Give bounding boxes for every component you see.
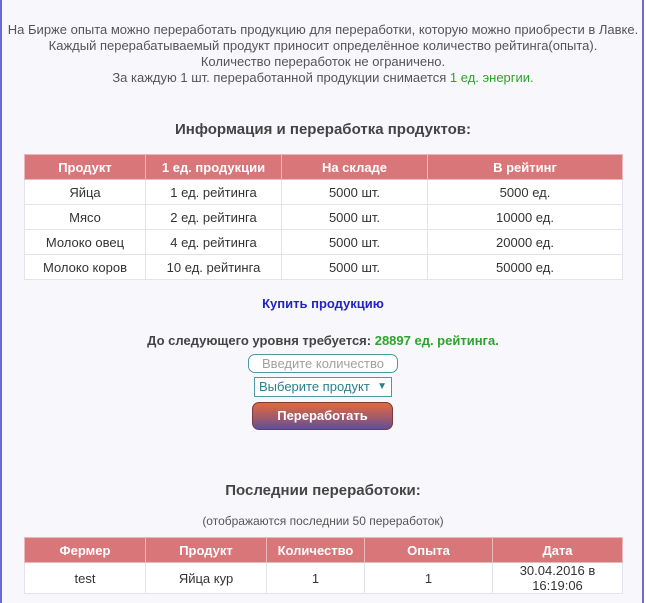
intro-line-1: На Бирже опыта можно переработать продукцию для переработки, которую можно приобрести в Лавке.: [7, 22, 639, 37]
buy-products-link[interactable]: Купить продукцию: [262, 296, 384, 311]
col-header-product: Продукт: [146, 538, 267, 563]
cell-product: Яйца: [25, 180, 146, 205]
product-select[interactable]: [254, 377, 392, 397]
cell-rating: 5000 ед.: [428, 180, 623, 205]
cell-farmer: test: [25, 563, 146, 594]
intro-line-4: [0, 70, 646, 86]
table-row: [25, 205, 623, 230]
table-row: [25, 180, 623, 205]
dropdown-arrow-icon: ▼: [377, 381, 387, 392]
cell-product: Яйца кур: [146, 563, 267, 594]
cell-unit: 1 ед. рейтинга: [146, 180, 282, 205]
cell-stock: 5000 шт.: [282, 255, 428, 280]
cell-rating: 50000 ед.: [428, 255, 623, 280]
intro-text: [0, 22, 646, 86]
cell-product: Мясо: [25, 205, 146, 230]
col-header-quantity: Количество: [267, 538, 365, 563]
info-title: Информация и переработка продуктов:: [175, 121, 471, 138]
cell-stock: 5000 шт.: [282, 180, 428, 205]
next-level-requirement: [0, 333, 646, 348]
cell-experience: 1: [365, 563, 493, 594]
intro-line-4-prefix: За каждую 1 шт. переработанной продукции снимается: [112, 70, 447, 85]
cell-rating: 10000 ед.: [428, 205, 623, 230]
col-header-date: Дата: [493, 538, 623, 563]
cell-product: Молоко коров: [25, 255, 146, 280]
cell-quantity: 1: [267, 563, 365, 594]
product-select-value: Выберите продукт: [259, 379, 370, 394]
cell-product: Молоко овец: [25, 230, 146, 255]
recent-table-header: [25, 538, 623, 563]
products-table: [24, 154, 623, 280]
cell-date: 30.04.2016 в 16:19:06: [493, 563, 623, 594]
products-table-header: [25, 155, 623, 180]
cell-unit: 4 ед. рейтинга: [146, 230, 282, 255]
col-header-product: Продукт: [25, 155, 146, 180]
recent-table: [24, 537, 623, 594]
cell-unit: 2 ед. рейтинга: [146, 205, 282, 230]
table-row: [25, 255, 623, 280]
col-header-rating: В рейтинг: [428, 155, 623, 180]
next-level-label: До следующего уровня требуется:: [147, 333, 372, 348]
cell-rating: 20000 ед.: [428, 230, 623, 255]
intro-line-2: Каждый перерабатываемый продукт приносит определённое количество рейтинга(опыта).: [48, 38, 598, 53]
intro-line-3: Количество переработок не ограничено.: [200, 54, 446, 69]
cell-unit: 10 ед. рейтинга: [146, 255, 282, 280]
quantity-input[interactable]: [248, 354, 398, 373]
col-header-experience: Опыта: [365, 538, 493, 563]
recent-subtitle: (отображаются последнии 50 переработок): [202, 514, 444, 528]
cell-stock: 5000 шт.: [282, 230, 428, 255]
energy-cost: 1 ед. энергии.: [449, 70, 534, 85]
table-row: [25, 563, 623, 594]
process-button[interactable]: Переработать: [252, 402, 393, 430]
next-level-value: 28897 ед. рейтинга.: [374, 333, 499, 348]
col-header-unit: 1 ед. продукции: [146, 155, 282, 180]
recent-title: Последнии переработоки:: [225, 482, 421, 499]
col-header-stock: На складе: [282, 155, 428, 180]
cell-stock: 5000 шт.: [282, 205, 428, 230]
table-row: [25, 230, 623, 255]
col-header-farmer: Фермер: [25, 538, 146, 563]
